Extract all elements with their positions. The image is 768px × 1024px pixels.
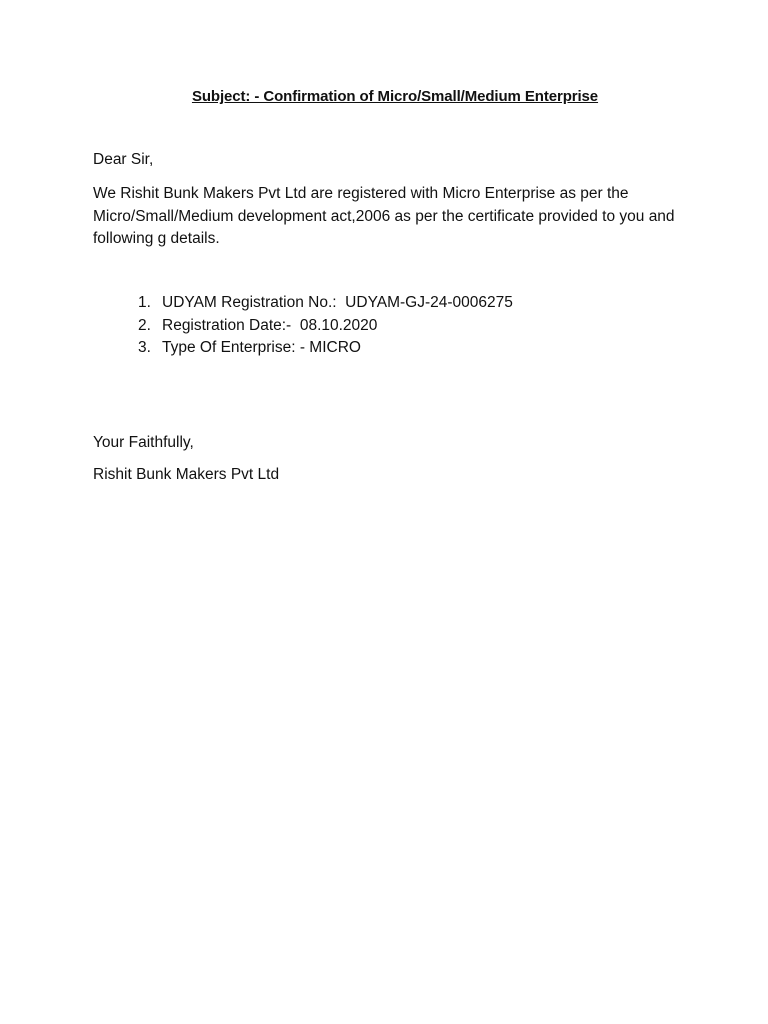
details-item [138,315,513,338]
details-item [138,337,513,360]
details-list [138,292,513,360]
details-item-number: 3. [138,339,151,356]
letter-signatory: Rishit Bunk Makers Pvt Ltd [93,466,280,483]
letter-subject: Subject: - Confirmation of Micro/Small/Medium Enterprise [191,88,599,105]
letter-salutation: Dear Sir, [93,151,154,168]
letter-body: We Rishit Bunk Makers Pvt Ltd are registered with Micro Enterprise as per the Micro/Small/Medium development act,2006 as per the certificate provided to you and following g details. [93,185,675,247]
details-item-number: 2. [138,316,151,334]
details-item-text: Type Of Enterprise: - MICRO [162,339,361,356]
details-item-number: 1. [138,294,151,311]
details-item [138,292,513,315]
details-item-text: UDYAM Registration No.: UDYAM-GJ-24-0006275 [162,294,513,311]
details-item-text: Registration Date:- 08.10.2020 [162,316,378,334]
letter-closing: Your Faithfully, [93,434,194,451]
